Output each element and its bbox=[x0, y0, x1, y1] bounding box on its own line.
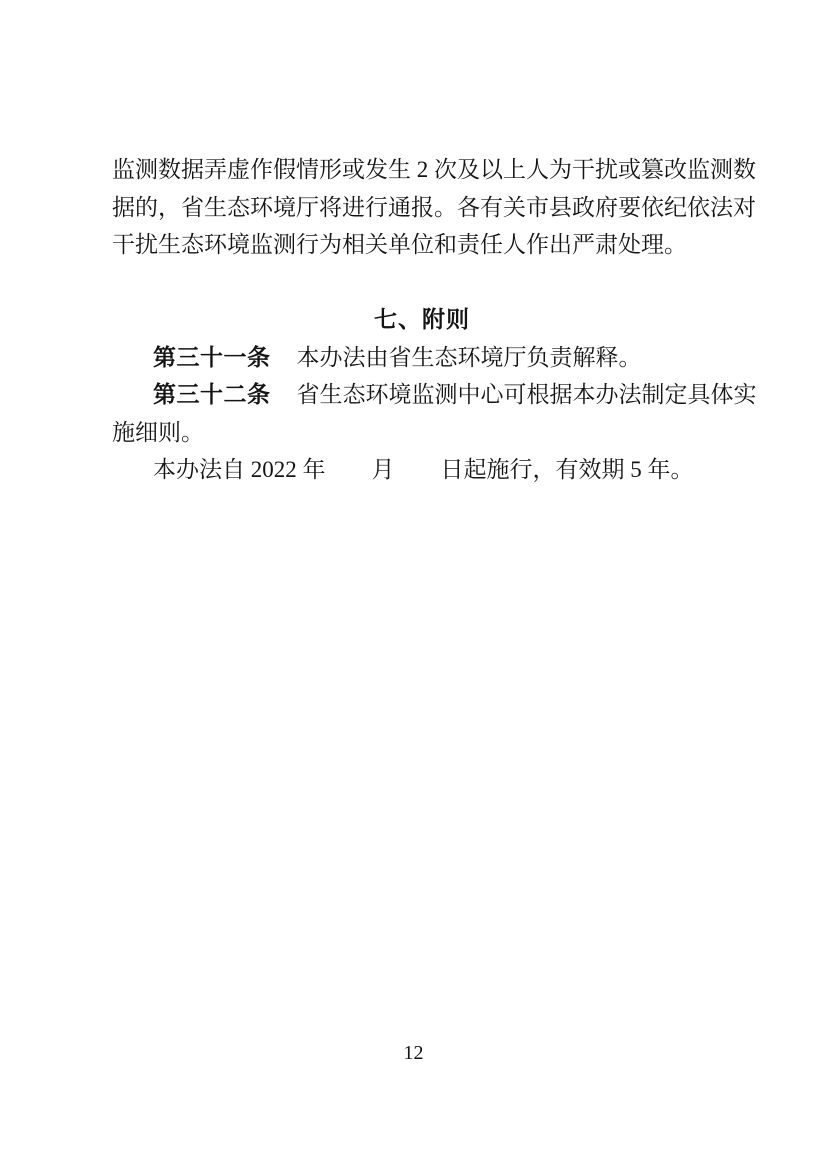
body-text-line: 据的，省生态环境厅将进行通报。各有关市县政府要依纪依法对 bbox=[112, 194, 756, 220]
page-number: 12 bbox=[403, 1042, 424, 1064]
body-text-line: 干扰生态环境监测行为相关单位和责任人作出严肃处理。 bbox=[112, 232, 687, 257]
effective-date-clause: 本办法自 2022 年 月 日起施行，有效期 5 年。 bbox=[153, 457, 694, 482]
article-32-text: 省生态环境监测中心可根据本办法制定具体实 bbox=[296, 382, 757, 407]
article-32-line-1 bbox=[112, 376, 757, 414]
continuation-paragraph bbox=[112, 151, 756, 264]
section-heading: 七、附则 bbox=[374, 306, 470, 332]
article-31-number: 第三十一条 bbox=[153, 343, 271, 370]
article-32-number: 第三十二条 bbox=[153, 381, 271, 407]
article-31-line bbox=[112, 339, 732, 377]
article-32-line-2: 施细则。 bbox=[112, 419, 204, 445]
page-content bbox=[112, 151, 757, 489]
body-text-line: 监测数据弄虚作假情形或发生 2 次及以上人为干扰或篡改监测数 bbox=[112, 157, 756, 182]
article-31-text: 本办法由省生态环境厅负责解释。 bbox=[296, 344, 642, 370]
